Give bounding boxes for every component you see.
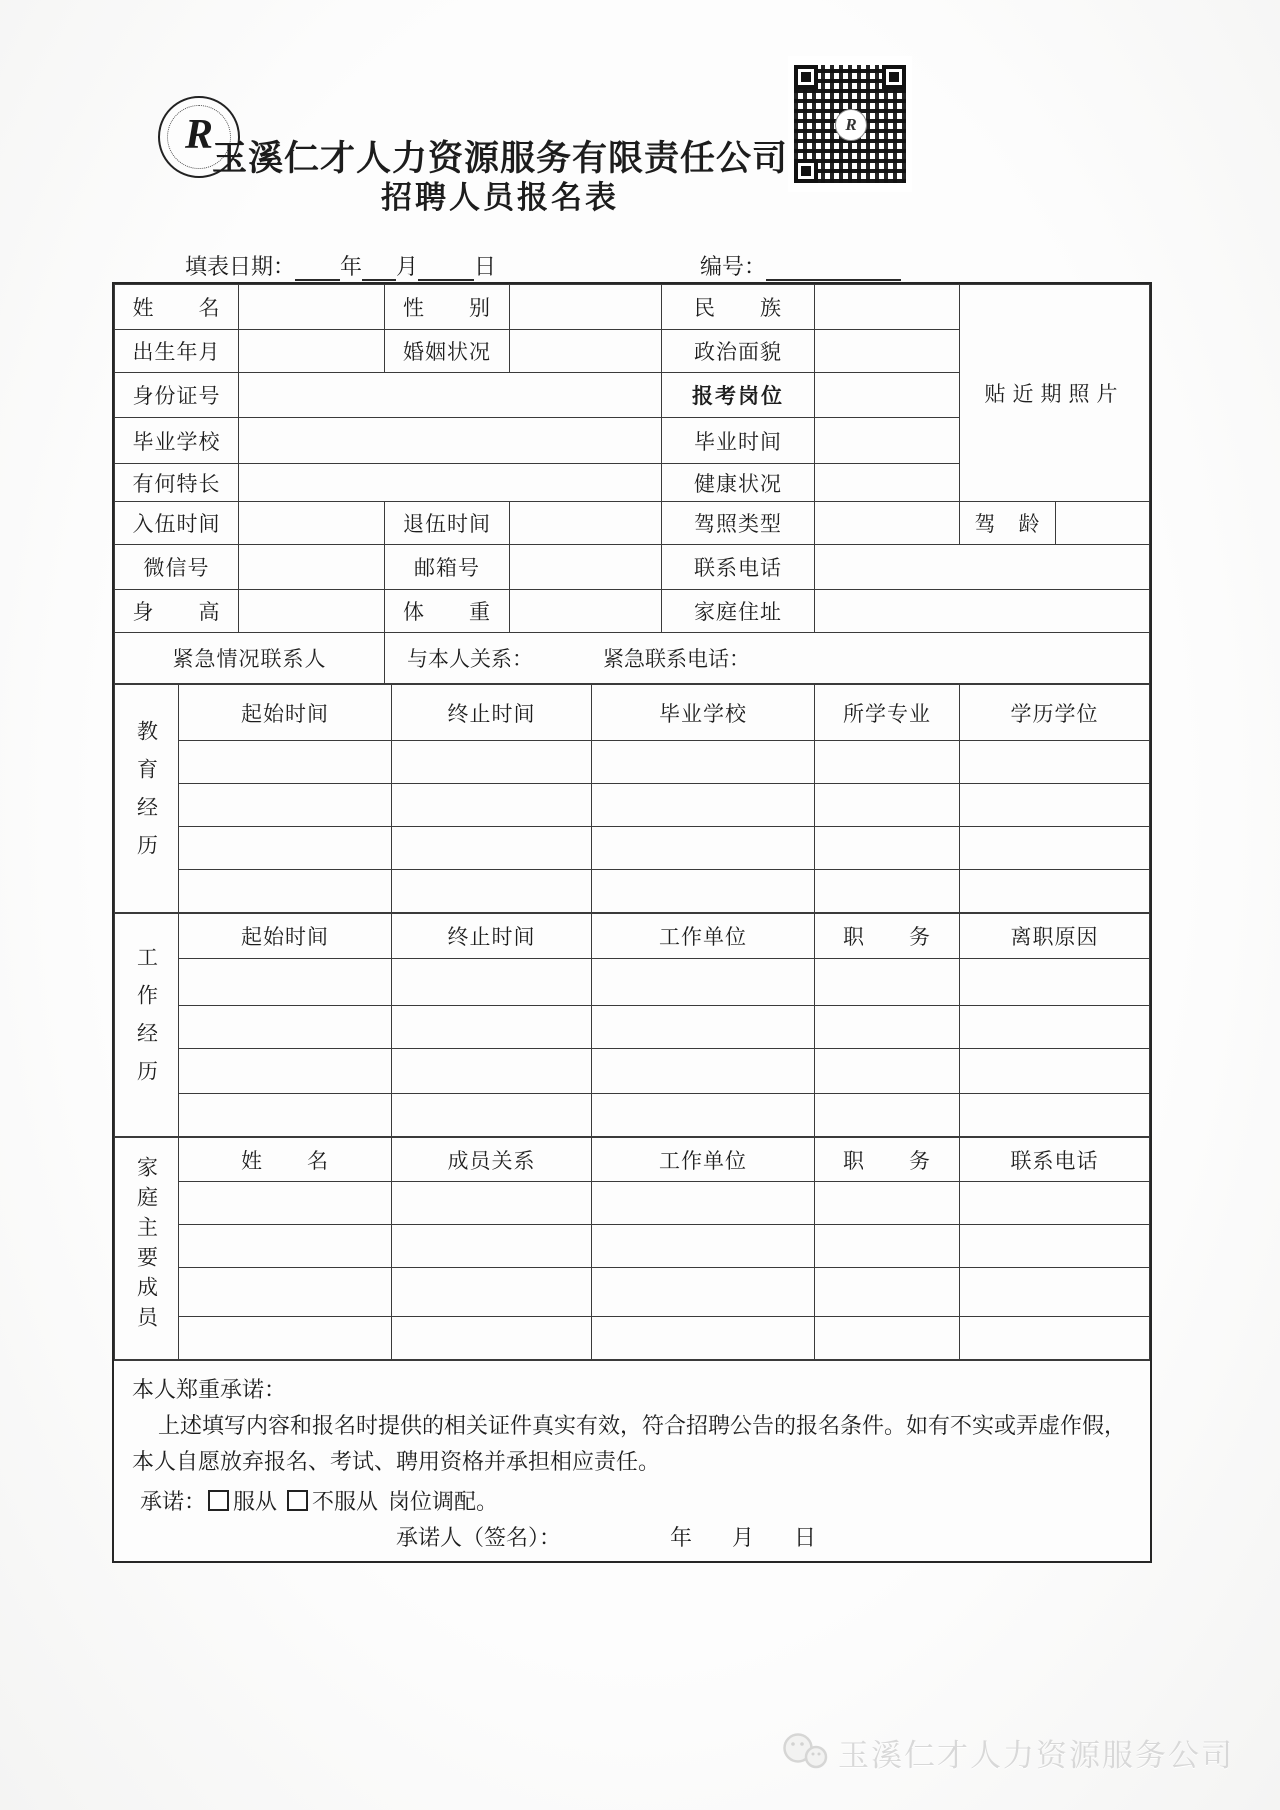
driving-years-label: 驾 龄 [960, 502, 1056, 545]
emergency-phone-label: 紧急联系电话： [603, 647, 750, 671]
family-header-name: 姓 名 [179, 1138, 392, 1182]
education-row [115, 870, 1150, 913]
family-cell[interactable] [815, 1225, 960, 1268]
name-field[interactable] [239, 285, 385, 330]
edu-cell[interactable] [392, 870, 592, 913]
promise-label: 承诺： [140, 1489, 207, 1514]
work-cell[interactable] [392, 1094, 592, 1137]
family-cell[interactable] [815, 1317, 960, 1360]
promise-line [140, 1485, 498, 1516]
signature-line [114, 1521, 1150, 1551]
edu-cell[interactable] [815, 784, 960, 827]
month-label: 月 [396, 254, 419, 279]
work-row [115, 1006, 1150, 1049]
edu-cell[interactable] [592, 784, 815, 827]
education-row [115, 827, 1150, 870]
edu-cell[interactable] [960, 784, 1150, 827]
wechat-icon [778, 1731, 832, 1775]
edu-cell[interactable] [815, 741, 960, 784]
footer-watermark [778, 1730, 1234, 1775]
family-row [115, 1268, 1150, 1317]
political-field[interactable] [815, 330, 960, 373]
qr-finder-icon [794, 65, 818, 89]
id-number-label: 身份证号 [115, 373, 239, 418]
date-day-blank[interactable] [418, 257, 474, 281]
enlist-time-field[interactable] [239, 502, 385, 545]
work-header-end: 终止时间 [392, 914, 592, 959]
qr-code [788, 56, 912, 192]
family-cell[interactable] [815, 1182, 960, 1225]
license-type-label: 驾照类型 [662, 502, 815, 545]
work-header-position: 职 务 [815, 914, 960, 959]
commitment-body-line2: 本人自愿放弃报名、考试、聘用资格并承担相应责任。 [132, 1449, 661, 1474]
promise-tail: 岗位调配。 [388, 1489, 499, 1514]
commitment-heading: 本人郑重承诺： [132, 1377, 287, 1402]
edu-cell[interactable] [179, 784, 392, 827]
work-cell[interactable] [960, 1049, 1150, 1094]
work-row [115, 1094, 1150, 1137]
email-field[interactable] [510, 545, 662, 590]
edu-cell[interactable] [392, 741, 592, 784]
date-year-blank[interactable] [295, 257, 340, 281]
work-row [115, 1049, 1150, 1094]
qr-pattern [794, 65, 906, 183]
edu-cell[interactable] [960, 870, 1150, 913]
year-label: 年 [340, 254, 363, 279]
family-cell[interactable] [179, 1225, 392, 1268]
work-cell[interactable] [592, 1006, 815, 1049]
edu-cell[interactable] [179, 741, 392, 784]
address-label: 家庭住址 [662, 590, 815, 633]
form-title: 招聘人员报名表 [381, 180, 619, 215]
gender-label: 性 别 [385, 285, 510, 330]
edu-cell[interactable] [960, 827, 1150, 870]
work-cell[interactable] [392, 1006, 592, 1049]
graduation-time-label: 毕业时间 [662, 418, 815, 464]
watermark-text: 玉溪仁才人力资源服务公司 [838, 1738, 1234, 1773]
family-header-phone: 联系电话 [960, 1138, 1150, 1182]
education-section [114, 684, 1150, 913]
phone-label: 联系电话 [662, 545, 815, 590]
family-cell[interactable] [815, 1268, 960, 1317]
personal-info-section [114, 284, 1150, 684]
edu-cell[interactable] [592, 827, 815, 870]
name-label: 姓 名 [115, 285, 239, 330]
edu-header-end: 终止时间 [392, 685, 592, 741]
education-side-label: 教育经历 [115, 685, 179, 913]
edu-cell[interactable] [179, 870, 392, 913]
fill-date-label: 填表日期： [185, 254, 296, 279]
work-header-start: 起始时间 [179, 914, 392, 959]
family-cell[interactable] [592, 1317, 815, 1360]
emergency-contact-label: 紧急情况联系人 [115, 633, 385, 684]
sign-month-label: 月 [732, 1525, 755, 1550]
family-cell[interactable] [392, 1225, 592, 1268]
driving-years-field[interactable] [1056, 502, 1150, 545]
family-cell[interactable] [592, 1182, 815, 1225]
qr-finder-icon [882, 65, 906, 89]
emergency-contact-field[interactable] [385, 633, 1150, 684]
signer-label[interactable]: 承诺人（签名）： [396, 1525, 562, 1550]
work-cell[interactable] [960, 959, 1150, 1006]
work-cell[interactable] [592, 959, 815, 1006]
political-label: 政治面貌 [662, 330, 815, 373]
ethnicity-label: 民 族 [662, 285, 815, 330]
work-cell[interactable] [960, 1006, 1150, 1049]
edu-cell[interactable] [592, 741, 815, 784]
work-side-label: 工作经历 [115, 914, 179, 1137]
work-cell[interactable] [592, 1094, 815, 1137]
photo-area[interactable]: 贴近期照片 [960, 285, 1150, 502]
applied-position-field[interactable] [815, 373, 960, 418]
family-cell[interactable] [960, 1268, 1150, 1317]
relation-label: 与本人关系： [407, 647, 533, 671]
work-cell[interactable] [179, 1049, 392, 1094]
obey-option-label: 服从 [233, 1489, 278, 1514]
family-row [115, 1225, 1150, 1268]
family-row [115, 1317, 1150, 1360]
family-cell[interactable] [592, 1225, 815, 1268]
ethnicity-field[interactable] [815, 285, 960, 330]
logo-letter: R [184, 112, 213, 158]
family-cell[interactable] [392, 1268, 592, 1317]
family-header-relation: 成员关系 [392, 1138, 592, 1182]
work-cell[interactable] [392, 1049, 592, 1094]
discharge-time-label: 退伍时间 [385, 502, 510, 545]
serial-blank[interactable] [766, 257, 901, 281]
marital-field[interactable] [510, 330, 662, 373]
work-cell[interactable] [815, 1094, 960, 1137]
family-cell[interactable] [179, 1268, 392, 1317]
license-type-field[interactable] [815, 502, 960, 545]
school-field[interactable] [239, 418, 662, 464]
graduation-time-field[interactable] [815, 418, 960, 464]
family-side-label: 家庭主要成员 [115, 1138, 179, 1360]
family-cell[interactable] [960, 1317, 1150, 1360]
edu-header-school: 毕业学校 [592, 685, 815, 741]
weight-label: 体 重 [385, 590, 510, 633]
education-row [115, 741, 1150, 784]
work-cell[interactable] [179, 959, 392, 1006]
work-cell[interactable] [815, 1006, 960, 1049]
family-cell[interactable] [392, 1317, 592, 1360]
work-cell[interactable] [815, 959, 960, 1006]
disobey-option-label: 不服从 [312, 1489, 379, 1514]
wechat-label: 微信号 [115, 545, 239, 590]
edu-cell[interactable] [592, 870, 815, 913]
work-cell[interactable] [815, 1049, 960, 1094]
family-header-position: 职 务 [815, 1138, 960, 1182]
birth-field[interactable] [239, 330, 385, 373]
edu-cell[interactable] [392, 827, 592, 870]
family-section [114, 1137, 1150, 1360]
work-cell[interactable] [392, 959, 592, 1006]
work-cell[interactable] [592, 1049, 815, 1094]
commitment-body-line1: 上述填写内容和报名时提供的相关证件真实有效，符合招聘公告的报名条件。如有不实或弄虚作假， [158, 1413, 1127, 1438]
birth-label: 出生年月 [115, 330, 239, 373]
enlist-time-label: 入伍时间 [115, 502, 239, 545]
id-number-field[interactable] [239, 373, 662, 418]
work-cell[interactable] [179, 1094, 392, 1137]
address-field[interactable] [815, 590, 1150, 633]
company-title: 玉溪仁才人力资源服务有限责任公司 [211, 139, 788, 178]
commitment-section [114, 1360, 1150, 1561]
sign-year-label: 年 [670, 1525, 693, 1550]
education-row [115, 784, 1150, 827]
applied-position-label: 报考岗位 [662, 373, 815, 418]
family-cell[interactable] [179, 1317, 392, 1360]
height-label: 身 高 [115, 590, 239, 633]
wechat-field[interactable] [239, 545, 385, 590]
work-cell[interactable] [960, 1094, 1150, 1137]
phone-field[interactable] [815, 545, 1150, 590]
edu-header-major: 所学专业 [815, 685, 960, 741]
height-field[interactable] [239, 590, 385, 633]
specialty-label: 有何特长 [115, 464, 239, 502]
family-cell[interactable] [392, 1182, 592, 1225]
family-row [115, 1182, 1150, 1225]
qr-finder-icon [794, 159, 818, 183]
health-field[interactable] [815, 464, 960, 502]
qr-center-logo: R [835, 109, 867, 141]
family-cell[interactable] [179, 1182, 392, 1225]
school-label: 毕业学校 [115, 418, 239, 464]
work-row [115, 959, 1150, 1006]
edu-header-degree: 学历学位 [960, 685, 1150, 741]
health-label: 健康状况 [662, 464, 815, 502]
edu-cell[interactable] [179, 827, 392, 870]
family-cell[interactable] [960, 1225, 1150, 1268]
date-month-blank[interactable] [362, 257, 396, 281]
edu-cell[interactable] [960, 741, 1150, 784]
specialty-field[interactable] [239, 464, 662, 502]
edu-header-start: 起始时间 [179, 685, 392, 741]
email-label: 邮箱号 [385, 545, 510, 590]
work-header-employer: 工作单位 [592, 914, 815, 959]
family-cell[interactable] [592, 1268, 815, 1317]
edu-cell[interactable] [815, 827, 960, 870]
family-cell[interactable] [960, 1182, 1150, 1225]
obey-checkbox[interactable] [208, 1490, 229, 1511]
marital-label: 婚姻状况 [385, 330, 510, 373]
edu-cell[interactable] [392, 784, 592, 827]
gender-field[interactable] [510, 285, 662, 330]
work-cell[interactable] [179, 1006, 392, 1049]
family-header-employer: 工作单位 [592, 1138, 815, 1182]
serial-label: 编号： [700, 254, 767, 279]
discharge-time-field[interactable] [510, 502, 662, 545]
sign-day-label: 日 [794, 1525, 817, 1550]
day-label: 日 [474, 254, 497, 279]
weight-field[interactable] [510, 590, 662, 633]
edu-cell[interactable] [815, 870, 960, 913]
form-table [112, 282, 1152, 1563]
disobey-checkbox[interactable] [287, 1490, 308, 1511]
work-header-reason: 离职原因 [960, 914, 1150, 959]
work-section [114, 913, 1150, 1137]
